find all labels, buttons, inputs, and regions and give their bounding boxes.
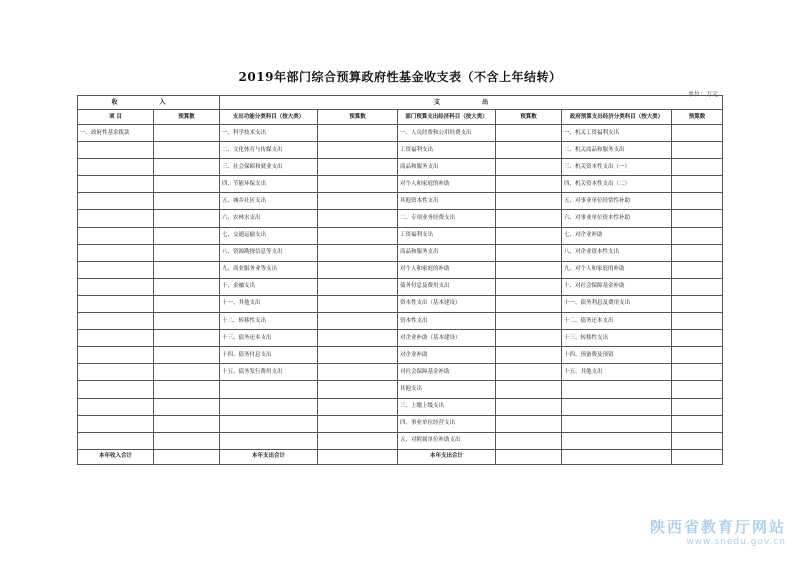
table-cell: 资本性支出（基本建设） [398,295,496,312]
budget-table [77,95,723,465]
total-cell: 本年收入合计 [78,449,154,464]
total-cell [496,449,562,464]
column-header: 预算数 [318,110,398,125]
table-cell [154,176,220,193]
total-cell [562,449,672,464]
column-header: 预算数 [496,110,562,125]
table-cell: 四、节能环保支出 [220,176,318,193]
table-cell [496,244,562,261]
table-cell: 五、城乡社区支出 [220,193,318,210]
table-row [78,142,723,159]
table-cell [154,398,220,415]
table-cell [672,278,723,295]
table-cell [496,193,562,210]
table-cell [672,313,723,330]
table-cell [154,278,220,295]
table-cell [318,398,398,415]
table-cell [78,313,154,330]
table-row [78,176,723,193]
table-row [78,398,723,415]
table-cell [78,227,154,244]
table-cell [318,210,398,227]
table-cell [220,381,318,398]
table-cell: 对企业补助（基本建设） [398,330,496,347]
table-cell [154,125,220,142]
table-cell [318,125,398,142]
table-cell [672,193,723,210]
column-header: 项 目 [78,110,154,125]
table-cell [154,364,220,381]
table-cell [78,244,154,261]
table-cell [672,159,723,176]
table-cell [562,432,672,449]
table-row [78,244,723,261]
table-cell [496,159,562,176]
table-cell [672,347,723,364]
table-cell [318,193,398,210]
table-cell [154,193,220,210]
table-cell [496,381,562,398]
table-cell [78,295,154,312]
table-cell [78,415,154,432]
totals-row [78,449,723,464]
table-cell: 十五、其他支出 [562,364,672,381]
table-cell: 一、政府性基金拨款 [78,125,154,142]
table-cell [496,330,562,347]
table-cell [154,415,220,432]
table-cell: 六、对事业单位资本性补助 [562,210,672,227]
table-cell [318,142,398,159]
table-cell: 二、机关商品和服务支出 [562,142,672,159]
table-cell [220,432,318,449]
table-cell [496,227,562,244]
table-cell: 工资福利支出 [398,227,496,244]
table-cell [318,159,398,176]
table-row [78,261,723,278]
table-row [78,295,723,312]
table-cell [496,398,562,415]
table-cell [672,244,723,261]
table-cell [496,415,562,432]
table-cell [672,210,723,227]
table-cell: 二、文化体育与传媒支出 [220,142,318,159]
table-cell: 对企业补助 [398,347,496,364]
table-cell [496,210,562,227]
table-cell [496,313,562,330]
table-cell: 三、社会保障和就业支出 [220,159,318,176]
table-cell [78,432,154,449]
table-cell [318,176,398,193]
table-cell [78,159,154,176]
column-header: 预算数 [672,110,723,125]
table-cell [672,432,723,449]
table-cell: 八、资源勘探信息等支出 [220,244,318,261]
table-cell: 一、人员经费和公用经费支出 [398,125,496,142]
table-cell [78,347,154,364]
watermark-url: www.snedu.gov.cn [686,537,786,547]
table-cell: 十三、转移性支出 [562,330,672,347]
table-cell [78,278,154,295]
table-cell [672,398,723,415]
table-cell [318,261,398,278]
table-cell [318,244,398,261]
table-cell: 商品和服务支出 [398,159,496,176]
table-cell [154,330,220,347]
table-row [78,210,723,227]
page-title: 2019年部门综合预算政府性基金收支表（不含上年结转） [238,70,562,84]
table-cell: 其他资本性支出 [398,193,496,210]
column-header: 支出功能分类科目（按大类） [220,110,318,125]
table-cell [672,142,723,159]
table-cell: 五、对附属单位补助支出 [398,432,496,449]
total-cell [318,449,398,464]
table-cell: 十二、转移性支出 [220,313,318,330]
table-cell [496,176,562,193]
table-row [78,159,723,176]
column-header: 预算数 [154,110,220,125]
table-cell [318,364,398,381]
total-cell [672,449,723,464]
table-cell: 债务付息及费用支出 [398,278,496,295]
table-cell: 六、农林水支出 [220,210,318,227]
table-row [78,278,723,295]
table-cell [672,261,723,278]
table-cell [318,227,398,244]
table-cell: 十、对社会保障基金补助 [562,278,672,295]
table-cell [154,159,220,176]
table-cell [672,381,723,398]
table-cell [154,347,220,364]
table-row [78,381,723,398]
table-cell: 对个人和家庭的补助 [398,176,496,193]
table-cell [78,193,154,210]
table-cell [78,381,154,398]
table-row [78,227,723,244]
table-cell [562,381,672,398]
table-cell [78,330,154,347]
table-row [78,347,723,364]
table-cell [318,313,398,330]
table-cell [672,415,723,432]
table-cell [318,278,398,295]
table-row [78,432,723,449]
table-row [78,125,723,142]
table-cell [220,398,318,415]
table-row [78,193,723,210]
table-cell [154,313,220,330]
group-header-row [78,96,723,110]
table-cell [220,415,318,432]
table-cell: 对社会保障基金补助 [398,364,496,381]
table-cell: 十一、其他支出 [220,295,318,312]
table-cell [672,125,723,142]
table-cell [318,347,398,364]
table-cell: 九、商业服务业等支出 [220,261,318,278]
column-header: 政府预算支出经济分类科目（按大类） [562,110,672,125]
table-row [78,415,723,432]
table-cell: 四、机关资本性支出（二） [562,176,672,193]
table-cell [154,210,220,227]
table-cell: 对个人和家庭的补助 [398,261,496,278]
table-cell: 七、对企业补助 [562,227,672,244]
table-cell [318,295,398,312]
table-cell [562,398,672,415]
table-cell: 一、科学技术支出 [220,125,318,142]
table-cell [672,176,723,193]
table-cell [154,295,220,312]
table-cell [672,227,723,244]
table-cell [562,415,672,432]
table-cell [154,142,220,159]
table-cell: 其他支出 [398,381,496,398]
column-header: 部门预算支出经济科目（按大类） [398,110,496,125]
table-cell [496,364,562,381]
site-watermark [616,516,786,547]
table-cell: 十五、债务发行费用支出 [220,364,318,381]
table-cell: 十四、预备费及预留 [562,347,672,364]
table-cell [318,432,398,449]
table-cell: 十、金融支出 [220,278,318,295]
table-cell [496,125,562,142]
table-cell [672,295,723,312]
table-cell [318,330,398,347]
column-header-row [78,110,723,125]
table-cell: 三、机关资本性支出（一） [562,159,672,176]
table-cell [78,210,154,227]
table-cell: 二、专项业务经费支出 [398,210,496,227]
table-cell [318,381,398,398]
table-cell: 十三、债务还本支出 [220,330,318,347]
total-cell [154,449,220,464]
table-cell [154,432,220,449]
table-row [78,313,723,330]
table-cell [154,244,220,261]
table-cell [496,261,562,278]
table-cell [154,227,220,244]
table-cell: 十二、债务还本支出 [562,313,672,330]
table-cell: 一、机关工资福利支出 [562,125,672,142]
unit-label: 单位：万元 [687,91,718,98]
watermark-text: 陕西省教育厅网站 [649,518,786,536]
table-cell [78,261,154,278]
table-cell [154,261,220,278]
expenditure-group-header: 支 出 [220,96,723,110]
table-cell: 工资福利支出 [398,142,496,159]
total-cell: 本年支出合计 [220,449,318,464]
table-cell [78,398,154,415]
table-cell: 商品和服务支出 [398,244,496,261]
table-cell: 十一、债务利息及费用支出 [562,295,672,312]
table-cell: 资本性支出 [398,313,496,330]
table-cell [78,364,154,381]
table-cell [496,347,562,364]
table-cell: 七、交通运输支出 [220,227,318,244]
table-cell [78,142,154,159]
table-cell: 八、对企业资本性支出 [562,244,672,261]
table-cell [496,278,562,295]
table-cell [496,142,562,159]
table-cell [78,176,154,193]
table-cell [672,364,723,381]
table-cell: 九、对个人和家庭的补助 [562,261,672,278]
table-cell: 四、事业单位经营支出 [398,415,496,432]
table-cell [154,381,220,398]
table-cell: 五、对事业单位经常性补助 [562,193,672,210]
table-cell: 十四、债务付息支出 [220,347,318,364]
income-group-header: 收 入 [78,96,220,110]
total-cell: 本年支出合计 [398,449,496,464]
table-cell [318,415,398,432]
table-cell [496,432,562,449]
table-cell [496,295,562,312]
table-row [78,330,723,347]
table-row [78,364,723,381]
table-cell: 三、上缴上级支出 [398,398,496,415]
table-cell [672,330,723,347]
